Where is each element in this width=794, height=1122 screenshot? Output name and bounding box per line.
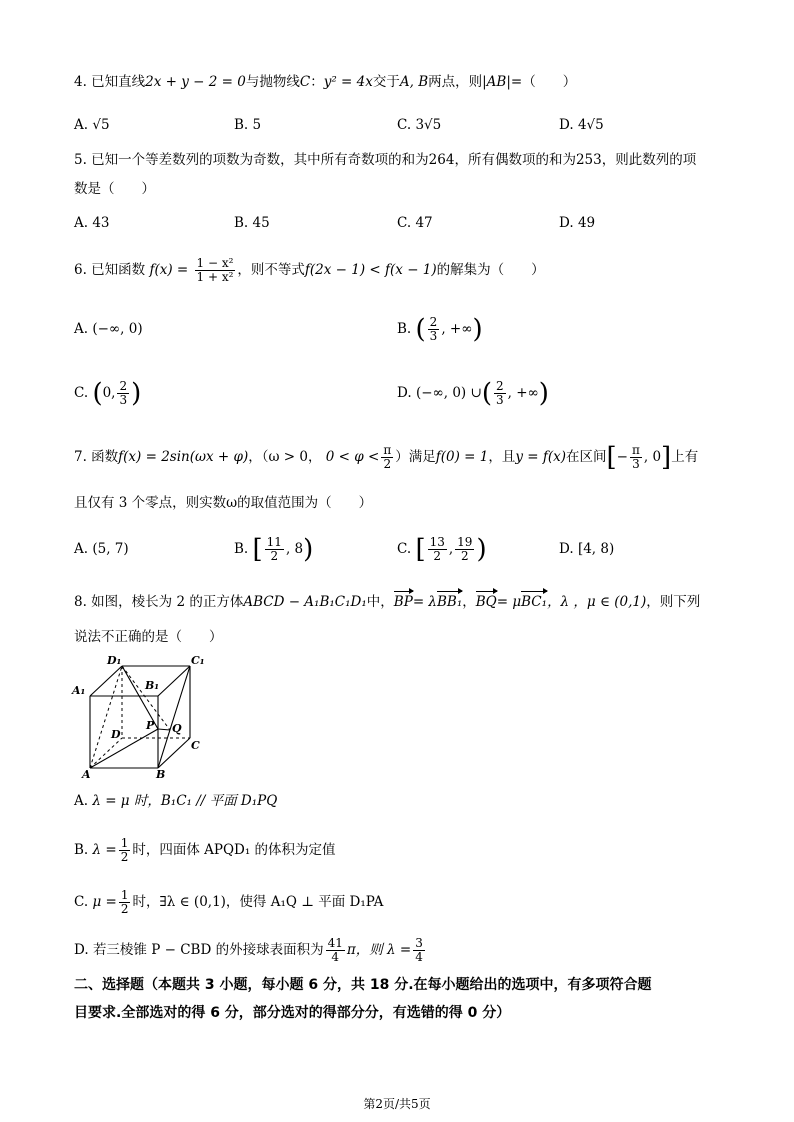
q7-text: 上有: [671, 449, 699, 465]
question-8-stem: 8. 如图，棱长为 2 的正方体ABCD − A₁B₁C₁D₁中，BP= λBB₁，BQ= μBC₁，λ ，μ ∈ (0,1)，则下列: [74, 594, 701, 610]
question-7-stem: 7. 函数f(x) = 2sin(ωx + φ)，（ω > 0， 0 < φ < $\frac{\pi}{2}$ ）满足f(0) = 1，且y = f(x)在区间[− $\frac{\pi}{3}$ , 0]上有: [74, 442, 699, 473]
label-q: Q: [172, 722, 182, 735]
q8-text: ，则下列: [646, 594, 701, 610]
page-number: 第2页/共5页: [363, 1097, 431, 1111]
q8-option-c[interactable]: C. μ = $\frac{1}{2}$ 时，∃λ ∈ (0,1)，使得 A₁Q ⊥ 平面 D₁PA: [74, 888, 384, 916]
q7-f0: f(0) = 1: [435, 449, 489, 465]
q5-even-sum: 253: [575, 152, 602, 168]
q7-option-d[interactable]: D. [4, 8): [559, 541, 615, 557]
q4-option-c[interactable]: C. 3√5: [397, 117, 442, 133]
q7-text: ）满足: [395, 449, 436, 465]
q4-text: 交于: [372, 74, 400, 90]
q8-option-a[interactable]: A. λ = μ 时，B₁C₁ // 平面 D₁PQ: [74, 793, 278, 809]
q8-cube-name: ABCD − A₁B₁C₁D₁: [243, 594, 367, 610]
cube-figure: [70, 654, 210, 779]
q5-option-d[interactable]: D. 49: [559, 215, 596, 231]
label-b: B: [156, 768, 166, 779]
question-6-stem: [74, 252, 545, 288]
q7-option-c[interactable]: C. [ $\frac{13}{2}$ , $\frac{19}{2}$ ): [397, 534, 487, 565]
q4-text: 两点，则: [428, 74, 483, 90]
q4-text: 与抛物线: [245, 74, 300, 90]
q4-curve-equation: y² = 4x: [323, 74, 373, 90]
q8-option-d[interactable]: D. 若三棱锥 P − CBD 的外接球表面积为 $\frac{41}{4}$ π，则 λ = $\frac{3}{4}$: [74, 936, 423, 964]
q4-option-b[interactable]: B. 5: [234, 117, 262, 133]
section-2-title-line2: 目要求.全部选对的得 6 分，部分选对的得部分分，有选错的得 0 分）: [74, 1005, 511, 1021]
question-4-stem: [74, 73, 576, 91]
q7-prefix: 7. 函数: [74, 449, 119, 465]
question-7-stem-line2: 且仅有 3 个零点，则实数ω的取值范围为（ ）: [74, 495, 373, 511]
q6-fraction: $\frac{\text{1 − x²}}{\text{1 + x²}}$: [196, 256, 234, 284]
q6-option-b[interactable]: B. ( $\frac{2}{3}$ , +∞): [397, 314, 483, 345]
q4-prefix: 4. 已知直线: [74, 74, 146, 90]
q7-condition: ，（ω > 0，: [248, 449, 322, 465]
q5-option-b[interactable]: B. 45: [234, 215, 270, 231]
q7-option-b[interactable]: B. [ $\frac{11}{2}$ , 8): [234, 534, 314, 565]
q8-vector-bb1: BB₁: [436, 594, 463, 610]
q6-option-c[interactable]: C. (0, $\frac{2}{3}$ ): [74, 378, 142, 409]
q7-yfx: y = f(x): [515, 449, 567, 465]
q8-vector-bc1: BC₁: [521, 594, 548, 610]
q7-text: 在区间: [566, 449, 607, 465]
label-a: A: [82, 768, 91, 779]
q4-target: |AB|: [482, 74, 511, 90]
q6-inequality: f(2x − 1) < f(x − 1): [304, 262, 437, 278]
q6-suffix: 的解集为（ ）: [436, 262, 545, 278]
q8-vector-bp: BP: [393, 594, 413, 610]
q7-option-a[interactable]: A. (5, 7): [74, 541, 129, 557]
q4-suffix: =（ ）: [510, 74, 577, 90]
q4-text: ：: [310, 74, 324, 90]
q7-text: ，且: [488, 449, 516, 465]
q8-vector-bq: BQ: [475, 594, 497, 610]
q5-text: ，所有偶数项的和为: [454, 152, 576, 168]
q5-odd-sum: 264: [428, 152, 455, 168]
q4-option-d[interactable]: D. 4√5: [559, 117, 604, 133]
label-d: D: [111, 728, 121, 741]
segment-pq: [158, 729, 170, 730]
question-8-stem-line2: 说法不正确的是（ ）: [74, 629, 223, 645]
label-c: C: [191, 739, 200, 752]
question-5-stem: [74, 151, 696, 169]
q6-function: f(x) =: [149, 262, 189, 278]
q8-parameters: ，λ ，μ ∈ (0,1): [547, 594, 647, 610]
q4-line-equation: 2x + y − 2 = 0: [145, 74, 246, 90]
section-2-title: 二、选择题（本题共 3 小题，每小题 6 分，共 18 分.在每小题给出的选项中，有多项符合题: [74, 977, 652, 993]
q5-text: ，则此数列的项: [601, 152, 697, 168]
q8-text: 中，: [366, 594, 394, 610]
question-5-stem-line2: 数是（ ）: [74, 181, 155, 197]
q6-option-a[interactable]: A. (−∞, 0): [74, 321, 143, 337]
label-c1: C₁: [191, 654, 205, 667]
q6-prefix: 6. 已知函数: [74, 262, 146, 278]
label-b1: B₁: [145, 679, 160, 692]
segment-ap: [90, 729, 158, 768]
q5-option-c[interactable]: C. 47: [397, 215, 433, 231]
label-d1: D₁: [107, 654, 122, 667]
q6-option-d[interactable]: D. (−∞, 0) ∪( $\frac{2}{3}$ , +∞): [397, 378, 549, 409]
label-p: P: [146, 719, 155, 732]
q4-points: A, B: [399, 74, 429, 90]
q7-pi-over-2: $\frac{\pi}{2}$: [383, 443, 392, 471]
q7-function: f(x) = 2sin(ωx + φ): [118, 449, 249, 465]
q5-text: 5. 已知一个等差数列的项数为奇数，其中所有奇数项的和为: [74, 152, 429, 168]
q4-curve-name: C: [299, 74, 311, 90]
q8-text: = μ: [496, 594, 522, 610]
label-a1: A₁: [72, 684, 86, 697]
q5-option-a[interactable]: A. 43: [74, 215, 110, 231]
q8-option-b[interactable]: B. λ = $\frac{1}{2}$ 时，四面体 APQD₁ 的体积为定值: [74, 836, 336, 864]
q8-text: = λ: [412, 594, 437, 610]
q6-text: ，则不等式: [237, 262, 305, 278]
q7-interval-fraction: $\frac{\pi}{3}$: [631, 443, 640, 471]
q8-text: 8. 如图，棱长为 2 的正方体: [74, 594, 244, 610]
q4-option-a[interactable]: A. √5: [74, 117, 110, 133]
q7-condition: 0 < φ <: [325, 449, 380, 465]
